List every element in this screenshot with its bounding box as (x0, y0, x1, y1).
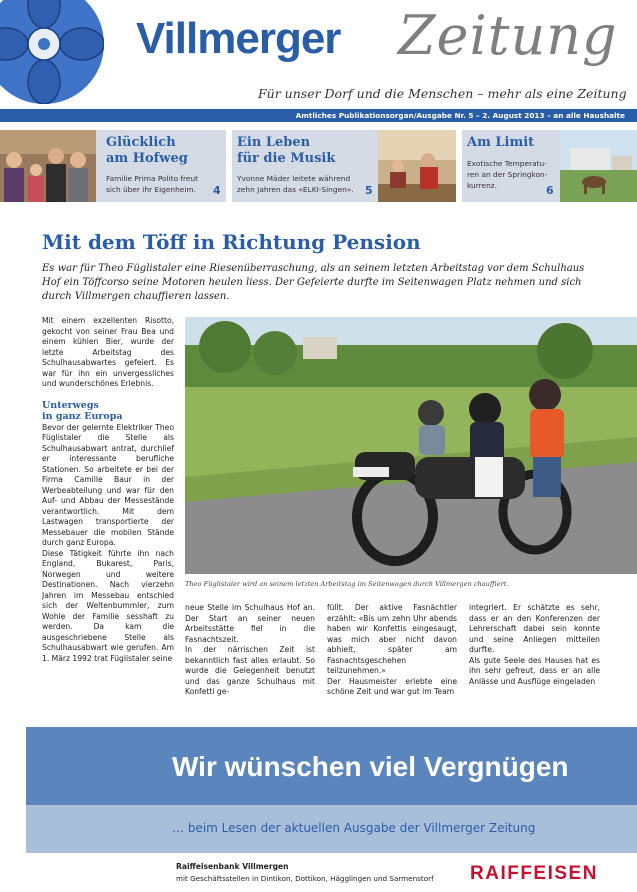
photo-caption: Theo Füglistaler wird an seinem letzten Arbeitstag im Seitenwagen durch Villmergen chauffiert. (185, 580, 509, 588)
article-paragraph: In der närrischen Zeit ist bekanntlich fast alles erlaubt. So wurde die Gelegenheit benutzt und das ganze Schulhaus mit Konfetti ge- (185, 645, 315, 696)
raiffeisen-logo[interactable]: RAIFFEISEN (470, 863, 598, 884)
article-paragraph: Mit einem exzellenten Risotto, gekocht von seiner Frau Bea und einem kühlen Bier, wurde der letzte Arbeitstag des Schulhausabwartes gefeiert. Es war für ihn ein unvergessliches und wunderschönes Erlebnis. (42, 316, 174, 388)
article-paragraph: integriert. Er schätzte es sehr, dass er an den Konferenzen der Lehrerschaft dabei sein konnte und seine Anliegen mitteilen durfte. (469, 603, 600, 654)
ad-headline: Wir wünschen viel Vergnügen (172, 751, 569, 782)
article-column-1 (42, 316, 174, 664)
article-column-3 (327, 603, 457, 698)
teaser-text-line2: ren an der Springkon- (467, 170, 548, 179)
family-photo-icon (0, 130, 96, 202)
article-paragraph: Der Hausmeister erlebte eine schöne Zeit und war gut im Team (327, 676, 457, 696)
ad-subline: … beim Lesen der aktuellen Ausgabe der Villmerger Zeitung (172, 821, 536, 835)
article-headline: Mit dem Töff in Richtung Pension (42, 230, 421, 254)
teaser-heading-line1: Glücklich (106, 135, 176, 150)
teaser-heading-line1: Am Limit (467, 135, 535, 150)
bank-branches: mit Geschäftsstellen in Dintikon, Dottikon, Hägglingen und Sarmenstorf (176, 874, 434, 883)
masthead-title-script: Zeitung (398, 4, 618, 67)
teaser-page-number: 5 (365, 184, 373, 197)
issue-line: Amtliches Publikationsorgan/Ausgabe Nr. 5 – 2. August 2013 – an alle Haushalte (295, 111, 625, 120)
teaser-musik[interactable] (232, 130, 456, 202)
ad-banner[interactable] (26, 727, 637, 805)
teaser-heading-line2: am Hofweg (106, 151, 188, 166)
village-rose-logo-icon (0, 0, 104, 104)
music-photo-icon (378, 130, 456, 202)
teaser-text-line2: zehn Jahren das «ELKI-Singen». (237, 185, 354, 194)
teaser-page-number: 6 (546, 184, 554, 197)
teaser-am-limit[interactable] (462, 130, 637, 202)
article-paragraph: Als gute Seele des Hauses hat es ihn sehr gefreut, dass er an alle Anlässe und Ausflüge eingeladen (469, 655, 600, 686)
teaser-text-line3: kurrenz. (467, 181, 497, 190)
article-photo-motorcycle-sidecar-icon (185, 317, 637, 574)
article-column-4 (469, 603, 600, 687)
teaser-text-line1: Yvonne Mäder leitete während (237, 174, 351, 183)
ad-subline-band (26, 805, 637, 853)
article-lead: Es war für Theo Füglistaler eine Riesenüberraschung, als an seinem letzten Arbeitstag vor dem Schulhaus Hof ein Töffcorso seine Motoren heulen liess. Der Gefeierte durfte im Seitenwagen Platz nehmen und sich durch Villmergen chauffieren lassen. (42, 263, 585, 302)
teaser-heading-line1: Ein Leben (237, 135, 311, 150)
teaser-page-number: 4 (213, 184, 221, 197)
teaser-text-line1: Exotische Temperatu- (467, 159, 547, 168)
article-paragraph: Diese Tätigkeit führte ihn nach England, Bukarest, Paris, Norwegen und weitere Destinationen. Nach vierzehn Jahren im Messebau entschied sich der Weltenbummler, zum Wohle der Familie sesshaft zu werden. Da kam die ausgeschriebene Stelle als Schulhausabwart wie gerufen. Am 1. März 1992 trat Füglistaler seine (42, 548, 174, 663)
article-paragraph: füllt. Der aktive Fasnächtler erzählt: «Bis um zehn Uhr abends haben wir Konfettis eingesaugt, was mich aber nicht davon abhielt, später am Fasnachtsgeschehen teilzunehmen.» (327, 603, 457, 675)
teaser-text-line1: Familie Prima Polito freut (106, 174, 199, 183)
masthead-slogan: Für unser Dorf und die Menschen – mehr als eine Zeitung (258, 86, 627, 101)
article-column-2 (185, 603, 315, 698)
teaser-hofweg[interactable] (0, 130, 226, 202)
article-subhead-line2: in ganz Europa (42, 411, 123, 422)
issue-bar (0, 109, 637, 122)
horse-show-photo-icon (560, 130, 637, 202)
article-subhead-line1: Unterwegs (42, 399, 99, 411)
bank-name: Raiffeisenbank Villmergen (176, 862, 289, 871)
article-paragraph: neue Stelle im Schulhaus Hof an. Der Start an seiner neuen Arbeitsstätte fiel in die Fasnachtszeit. (185, 603, 315, 644)
article-paragraph: Bevor der gelernte Elektriker Theo Füglistaler die Stelle als Schulhausabwart antrat, durchlief er interessante berufliche Stationen. So arbeitete er bei der Firma Camille Baur in der Werbeabteilung und war für den Auf- und Abbau der Messestände verantwortlich. Mit dem Lastwagen transportierte der Messebauer die mobilen Stände durch ganz Europa. (42, 422, 174, 547)
teaser-text-line2: sich über ihr Eigenheim. (106, 185, 196, 194)
teaser-heading-line2: für die Musik (237, 151, 336, 166)
masthead-title-main: Villmerger (136, 14, 341, 63)
